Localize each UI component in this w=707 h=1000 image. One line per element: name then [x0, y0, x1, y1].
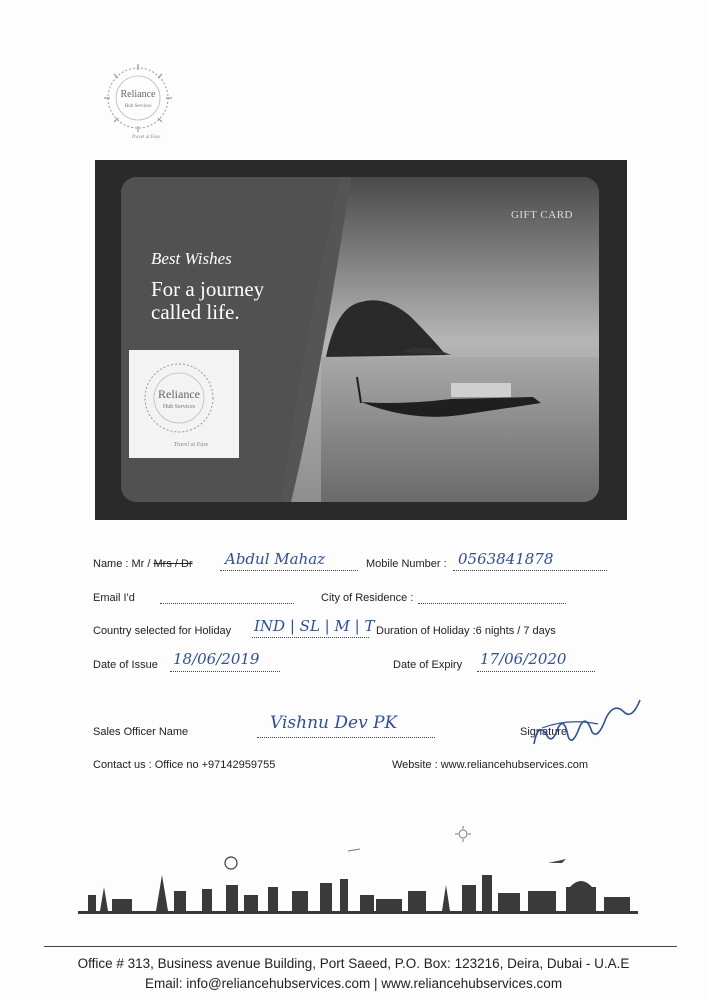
card-tagline-line2: called life.	[151, 300, 240, 324]
name-struck-titles: Mrs / Dr	[153, 558, 193, 570]
svg-text:Travel at Ease: Travel at Ease	[131, 135, 161, 140]
sales-officer-label: Sales Officer Name	[93, 726, 189, 738]
card-tagline-line1: For a journey	[151, 277, 265, 301]
name-value: Abdul Mahaz	[225, 550, 326, 568]
country-value: IND | SL | M | T	[254, 617, 375, 635]
landmarks-skyline-illustration	[78, 825, 638, 920]
footer-divider	[44, 946, 677, 947]
email-label: Email I'd	[93, 592, 135, 604]
best-wishes-text: Best Wishes	[151, 249, 232, 268]
email-field	[160, 603, 294, 604]
mobile-label: Mobile Number :	[366, 558, 447, 570]
gift-card-label: GIFT CARD	[510, 209, 573, 221]
svg-text:Hub Services: Hub Services	[162, 404, 196, 410]
gift-card-frame	[95, 160, 627, 520]
mobile-value: 0563841878	[458, 550, 554, 568]
issue-date-label: Date of Issue	[93, 659, 158, 671]
name-label: Name : Mr / Mrs / Dr	[93, 558, 193, 570]
signature-mark	[528, 688, 648, 754]
company-logo	[98, 58, 188, 148]
city-field	[418, 603, 566, 604]
card-logo	[129, 350, 239, 458]
website-text: Website : www.reliancehubservices.com	[392, 759, 589, 771]
logo-brand-text: Reliance	[120, 89, 156, 100]
contact-office-text: Contact us : Office no +97142959755	[93, 759, 276, 771]
city-label: City of Residence :	[321, 592, 414, 604]
issue-date-value: 18/06/2019	[173, 650, 260, 668]
expiry-date-label: Date of Expiry	[393, 659, 463, 671]
expiry-date-value: 17/06/2020	[480, 650, 567, 668]
footer-contact: Email: info@reliancehubservices.com | www.reliancehubservices.com	[144, 976, 563, 991]
signature-label: Signature	[520, 726, 568, 738]
svg-text:Travel at Ease: Travel at Ease	[173, 442, 209, 448]
svg-text:Hub Services: Hub Services	[124, 104, 152, 109]
country-label: Country selected for Holiday	[93, 625, 232, 637]
footer-address: Office # 313, Business avenue Building, Port Saeed, P.O. Box: 123216, Deira, Dubai - U.A.E	[77, 956, 630, 971]
duration-label: Duration of Holiday :6 nights / 7 days	[376, 625, 556, 637]
gift-card	[121, 177, 599, 502]
svg-text:Reliance: Reliance	[158, 387, 200, 401]
sales-officer-value: Vishnu Dev PK	[270, 713, 398, 733]
